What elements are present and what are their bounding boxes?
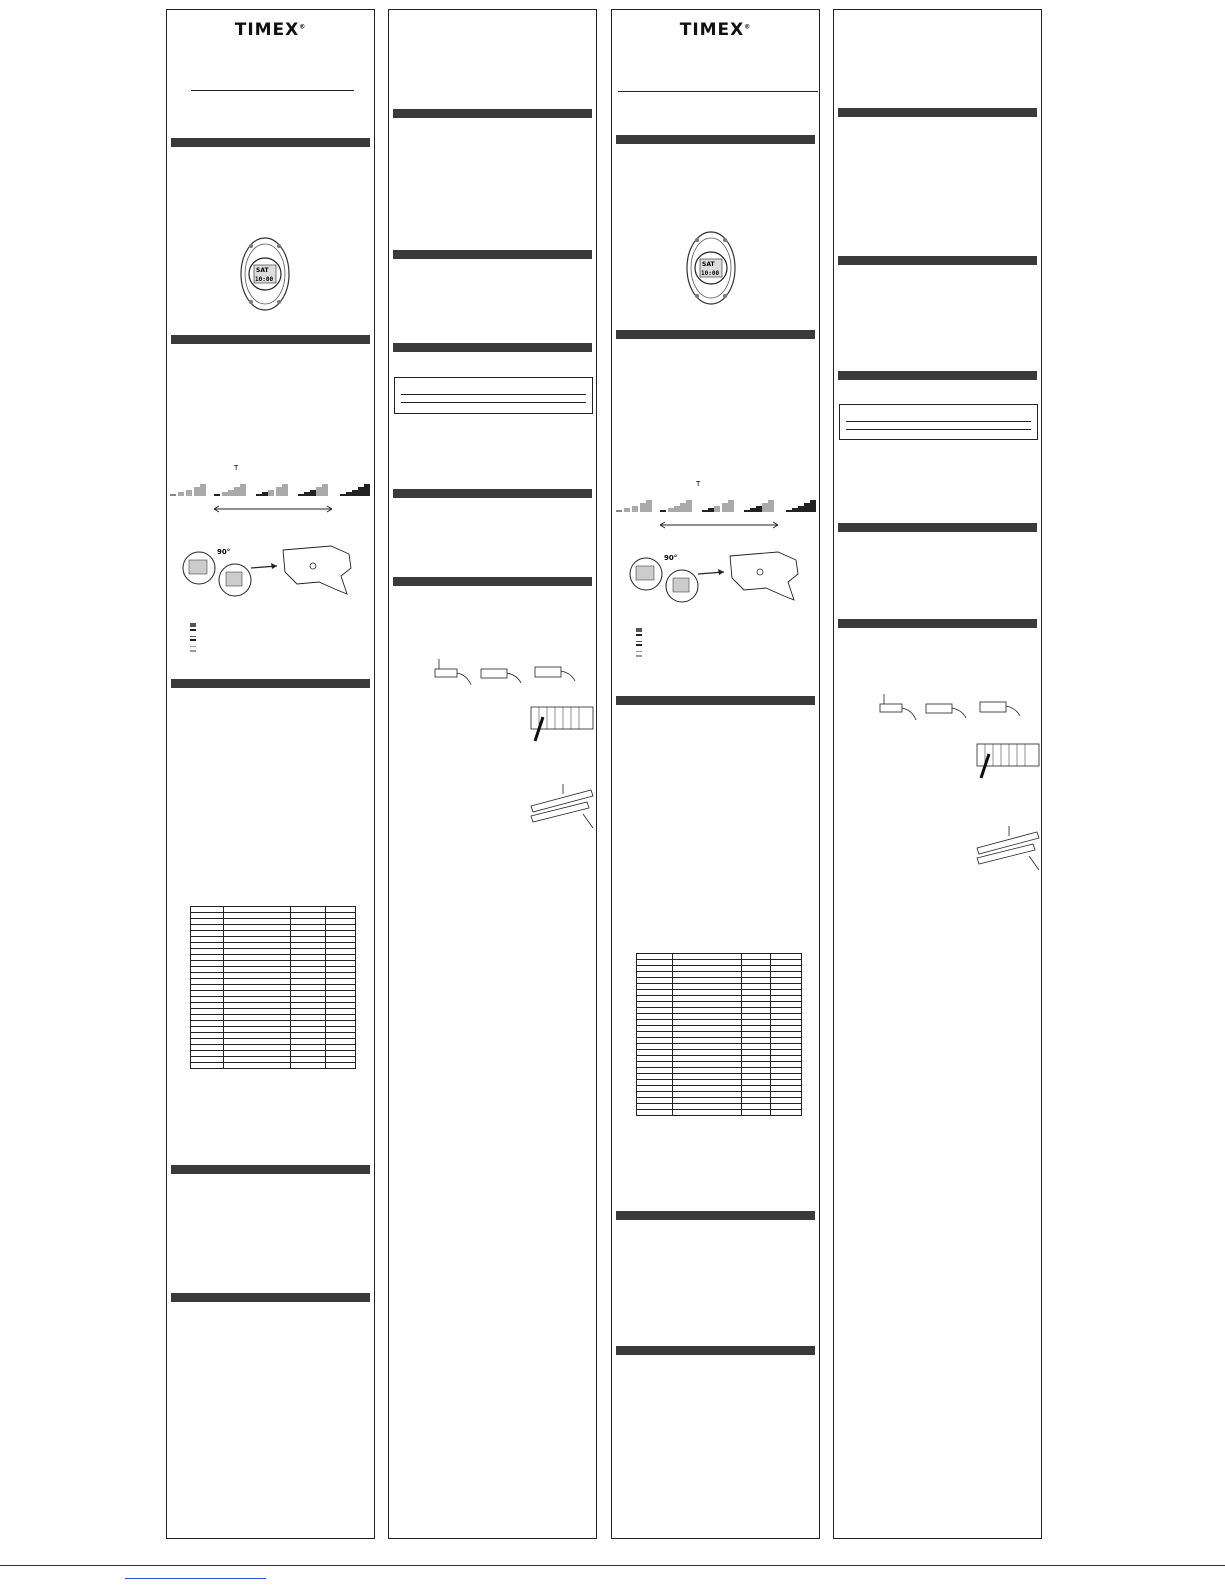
bracelet-links-illustration [529,703,595,743]
footer-rule [0,1565,1225,1566]
section-header-bar [616,135,815,144]
brand-logo: TIMEX® [679,20,752,40]
footer-link[interactable] [125,1575,266,1579]
band-adjust-illustration [874,690,1034,725]
page-column-1 [166,9,375,1539]
bracelet-links-illustration [975,740,1041,780]
section-header-bar [171,335,370,344]
section-header-bar [838,371,1037,380]
signal-strength-graphic [170,462,375,514]
brand-logo: TIMEX® [234,20,307,40]
section-header-bar [616,1211,815,1220]
section-header-bar [838,523,1037,532]
watch-time: 10:00 [701,270,720,277]
svg-text:T: T [696,480,701,488]
band-adjust-illustration [429,655,589,690]
map-angle-label: 90° [217,548,231,556]
page-column-4 [833,9,1042,1539]
time-zone-table [190,906,356,1069]
warning-box [839,404,1038,440]
signal-strength-graphic [616,478,821,530]
section-header-bar [393,343,592,352]
section-header-bar [838,108,1037,117]
clasp-illustration [529,780,595,830]
title-rule [191,90,354,91]
watch-day: SAT [702,261,715,268]
clasp-illustration [975,822,1041,872]
map-orientation-graphic [179,538,369,608]
section-header-bar [393,250,592,259]
watch-illustration [685,230,737,306]
page-column-2 [388,9,597,1539]
section-header-bar [171,138,370,147]
page-column-3 [611,9,820,1539]
section-header-bar [393,577,592,586]
section-header-bar [616,696,815,705]
section-header-bar [393,489,592,498]
svg-text:T: T [234,464,239,472]
warning-box [394,377,593,414]
section-header-bar [616,330,815,339]
section-header-bar [171,1293,370,1302]
section-header-bar [171,1165,370,1174]
section-header-bar [838,256,1037,265]
watch-illustration [239,236,291,312]
section-header-bar [393,109,592,118]
section-header-bar [616,1346,815,1355]
time-zone-table [636,953,802,1116]
title-rule [618,91,818,92]
map-angle-label: 90° [664,554,678,562]
signal-legend-icons [189,622,199,656]
section-header-bar [171,679,370,688]
watch-day: SAT [256,267,269,274]
map-orientation-graphic [626,544,816,614]
signal-legend-icons [635,627,645,661]
watch-time: 10:00 [255,276,274,283]
section-header-bar [838,619,1037,628]
